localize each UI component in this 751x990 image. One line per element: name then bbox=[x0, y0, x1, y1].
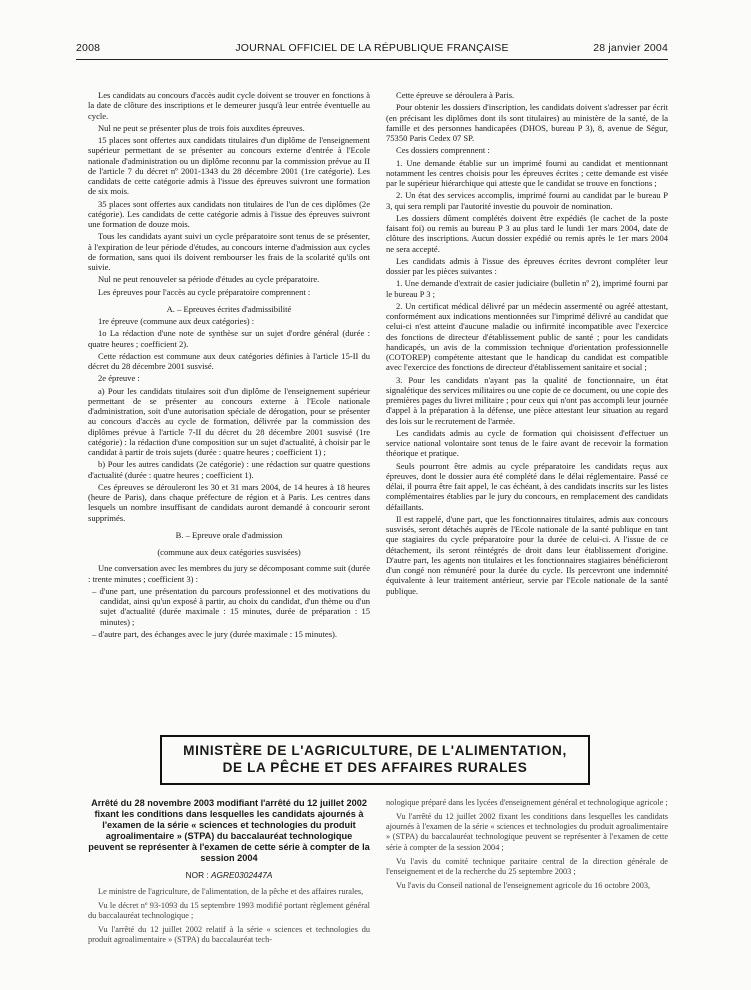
paragraph: Une conversation avec les membres du jury se décomposant comme suit (durée : trente minutes ; coefficient 3) : bbox=[88, 563, 370, 584]
nor-label: NOR : bbox=[185, 870, 209, 880]
arrete-paragraph: Vu l'arrêté du 12 juillet 2002 fixant les conditions dans lesquelles les candidats ajournés à l'examen de la série « sciences et technologies du produit agroalimentaire » (STPA) du baccalauréat technologique peuvent se représenter à l'examen de cette série à compter de la session 2004 ; bbox=[386, 812, 668, 852]
paragraph: Les dossiers dûment complétés doivent être expédiés (le cachet de la poste faisant foi) ou remis au bureau P 3 au plus tard le lundi 1er mars 2004, date de clôture des inscriptions. Aucun dossier expédié ou remis après le 1er mars 2004 ne sera accepté. bbox=[386, 212, 668, 254]
paragraph: 2. Un certificat médical délivré par un médecin assermenté ou agréé attestant, conformément aux indications mentionnées sur l'imprimé délivré au candidat que celui-ci n'est atteint d'aucune maladie ou infirmité incompatible avec l'exercice des fonctions de directeur d'établissement public de santé ; pour les candidats handicapés, un avis de la commission technique d'orientation professionnelle (COTOREP) compétente attestant que le handicap du candidat est compatible avec l'exercice des fonctions de directeur d'établissement sanitaire et social ; bbox=[386, 300, 668, 373]
paragraph: 2. Un état des services accomplis, imprimé fourni au candidat par le bureau P 3, qui sera rempli par l'autorité investie du pouvoir de nomination. bbox=[386, 190, 668, 211]
paragraph: Les candidats au concours d'accès audit cycle doivent se trouver en fonctions à la date de clôture des inscriptions et le demeurer jusqu'à leur entrée éventuelle au cycle. bbox=[88, 90, 370, 121]
paragraph: Nul ne peut renouveler sa période d'études au cycle préparatoire. bbox=[98, 274, 320, 285]
paragraph: Il est rappelé, d'une part, que les fonctionnaires titulaires, admis aux concours susvisés, seront détachés auprès de l'Ecole nationale de la santé publique en tant que stagiaires du cycle préparatoire pour la durée de celui-ci. A l'issue de ce détachement, ils seront réintégrés de droit dans leur établissement d'origine. D'autre part, les agents non titulaires et les fonctionnaires stagiaires bénéficieront d'un congé non rémunéré pour la durée du cycle. Ils percevront une indemnité équivalente à leur traitement antérieur, servie par l'Ecole nationale de la santé publique. bbox=[386, 513, 668, 596]
paragraph: Ces épreuves se dérouleront les 30 et 31 mars 2004, de 14 heures à 18 heures (heure de Paris), dans chaque préfecture de région et à Paris. Les centres dans lesquels un nombre insuffisant de candidats auront demandé à concourir seront supprimés. bbox=[88, 481, 370, 523]
arrete-title: Arrêté du 28 novembre 2003 modifiant l'arrêté du 12 juillet 2002 fixant les conditions dans lesquelles les candidats ajournés à l'examen de la série « sciences et technologies du produit agroalimentaire » (STPA) du baccalauréat technologique peuvent se représenter à l'examen de cette série à compter de la session 2004 bbox=[88, 798, 370, 863]
ministry-heading-line-1: MINISTÈRE DE L'AGRICULTURE, DE L'ALIMENTATION, bbox=[183, 743, 567, 758]
arrete-left-text bbox=[88, 887, 370, 949]
paragraph: A. – Epreuves écrites d'admissibilité bbox=[166, 303, 292, 314]
arrete-paragraph: Le ministre de l'agriculture, de l'alimentation, de la pêche et des affaires rurales, bbox=[98, 887, 364, 896]
paragraph: 1. Une demande établie sur un imprimé fourni au candidat et mentionnant notamment les centres choisis pour les épreuves écrites ; cette demande est visée par le supérieur hiérarchique qui atteste que le candidat se trouve en fonctions ; bbox=[386, 157, 668, 188]
paragraph: 35 places sont offertes aux candidats non titulaires de l'un de ces diplômes (2e catégorie). Les candidats de cette catégorie admis à l'issue des épreuves suivront une formation de douze mois. bbox=[88, 198, 370, 229]
paragraph: Pour obtenir les dossiers d'inscription, les candidats doivent s'adresser par écrit (en précisant les diplômes dont ils sont titulaires) au ministère de la santé, de la famille et des personnes handicapées (DHOS, bureau P 3), 8, avenue de Ségur, 75350 Paris Cedex 07 SP. bbox=[386, 102, 668, 143]
arrete-paragraph: Vu le décret nº 93-1093 du 15 septembre 1993 modifié portant règlement général du baccalauréat technologique ; bbox=[88, 901, 370, 920]
paragraph: 15 places sont offertes aux candidats titulaires d'un diplôme de l'enseignement supérieur permettant de se présenter au concours externe d'entrée à l'Ecole nationale d'administration ou un diplôme reconnu par la commission prévue au II de l'article 7 du décret nº 2001-1343 du 28 décembre 2001 (1re catégorie). Les candidats de cette catégorie admis à l'issue des épreuves suivront une formation de six mois. bbox=[88, 135, 370, 197]
paragraph: 1re épreuve (commune aux deux catégories) : bbox=[98, 316, 255, 326]
page-number: 2008 bbox=[76, 42, 101, 54]
paragraph: b) Pour les autres candidats (2e catégorie) : une rédaction sur quatre questions d'actualité (durée : quatre heures ; coefficient 1). bbox=[88, 459, 370, 480]
right-column bbox=[386, 90, 668, 598]
nor-code: AGRE0302447A bbox=[211, 870, 273, 880]
journal-title: JOURNAL OFFICIEL DE LA RÉPUBLIQUE FRANÇAISE bbox=[235, 42, 509, 54]
paragraph: Les candidats admis à l'issue des épreuves écrites devront compléter leur dossier par les pièces suivantes : bbox=[386, 255, 668, 276]
arrete-paragraph: Vu l'avis du comité technique paritaire central de la direction générale de l'enseignement et de la recherche du 25 septembre 2003 ; bbox=[386, 856, 668, 876]
paragraph: 3. Pour les candidats n'ayant pas la qualité de fonctionnaire, un état signalétique des services militaires ou une copie de ce document, ou une copie des premières pages du livret militaire ; pour ceux qui n'ont pas accompli leur journée d'appel à la préparation à la défense, une pièce attestant leur situation au regard des lois sur le recrutement de l'armée. bbox=[386, 374, 668, 426]
arrete-paragraph: nologique préparé dans les lycées d'enseignement général et technologique agricole ; bbox=[386, 798, 668, 807]
paragraph: – d'autre part, des échanges avec le jury (durée maximale : 15 minutes). bbox=[92, 628, 338, 639]
left-column bbox=[88, 90, 370, 641]
paragraph: Les candidats admis au cycle de formation qui choisissent d'effectuer un service national volontaire sont tenus de le faire avant de recevoir la formation théorique et pratique. bbox=[386, 427, 668, 459]
publication-date: 28 janvier 2004 bbox=[593, 42, 668, 54]
arrete-right-text bbox=[386, 798, 668, 895]
paragraph: 1. Une demande d'extrait de casier judiciaire (bulletin nº 2), imprimé fourni par le bureau P 3 ; bbox=[386, 278, 668, 299]
paragraph: Cette épreuve se déroulera à Paris. bbox=[396, 90, 515, 100]
paragraph: (commune aux deux catégories susvisées) bbox=[157, 547, 301, 557]
paragraph: – d'une part, une présentation du parcours professionnel et des motivations du candidat, ainsi qu'un exposé à partir, au choix du candidat, d'un thème ou d'un sujet d'actualité (durée maximale : 15 minutes, durée de préparation : 15 minutes) ; bbox=[92, 585, 370, 627]
arrete-paragraph: Vu l'arrêté du 12 juillet 2002 relatif à la série « sciences et technologies du produit agroalimentaire » (STPA) du baccalauréat tech- bbox=[88, 925, 370, 944]
nor-reference bbox=[88, 870, 370, 880]
page-header bbox=[76, 42, 668, 58]
header-rule bbox=[76, 59, 668, 60]
paragraph: B. – Epreuve orale d'admission bbox=[175, 529, 283, 540]
paragraph: Tous les candidats ayant suivi un cycle préparatoire sont tenus de se présenter, à l'expiration de leur période d'études, au concours interne d'admission aux cycles de formation, sans quoi ils doivent rembourser les frais de la scolarité qu'ils ont suivie. bbox=[88, 231, 370, 272]
arrete-paragraph: Vu l'avis du Conseil national de l'enseignement agricole du 16 octobre 2003, bbox=[396, 881, 651, 891]
ministry-heading-line-2: DE LA PÊCHE ET DES AFFAIRES RURALES bbox=[222, 760, 528, 775]
paragraph: 2e épreuve : bbox=[98, 373, 140, 384]
paragraph: Seuls pourront être admis au cycle préparatoire les candidats reçus aux épreuves, dont le dossier aura été complété dans le délai réglementaire. Passé ce délai, il pourra être fait appel, le cas échéant, à des candidats inscrits sur les listes complémentaires établies par le jury du concours, en remplacement des candidats défaillants. bbox=[386, 460, 668, 512]
paragraph: Cette rédaction est commune aux deux catégories définies à l'article 15-II du décret du 28 décembre 2001 susvisé. bbox=[88, 350, 370, 371]
paragraph: Nul ne peut se présenter plus de trois fois auxdites épreuves. bbox=[98, 122, 305, 133]
paragraph: a) Pour les candidats titulaires soit d'un diplôme de l'enseignement supérieur permettant de se présenter au concours externe à l'Ecole nationale d'administration, soit d'une autorisation spéciale de dérogation, pour se présenter au concours d'accès au cycle de formation, délivrée par la commission des diplômes prévue à l'article 7-II du décret du 28 décembre 2001 susvisé (1re catégorie) : la rédaction d'une composition sur un sujet d'actualité, à choisir par le candidat à partir de trois sujets (durée : quatre heures ; coefficient 1) ; bbox=[88, 385, 370, 457]
paragraph: Ces dossiers comprennent : bbox=[396, 145, 490, 156]
paragraph: Les épreuves pour l'accès au cycle préparatoire comprennent : bbox=[98, 286, 311, 297]
ministry-heading-box bbox=[160, 735, 590, 785]
paragraph: 1o La rédaction d'une note de synthèse sur un sujet d'ordre général (durée : quatre heures ; coefficient 2). bbox=[88, 328, 370, 349]
